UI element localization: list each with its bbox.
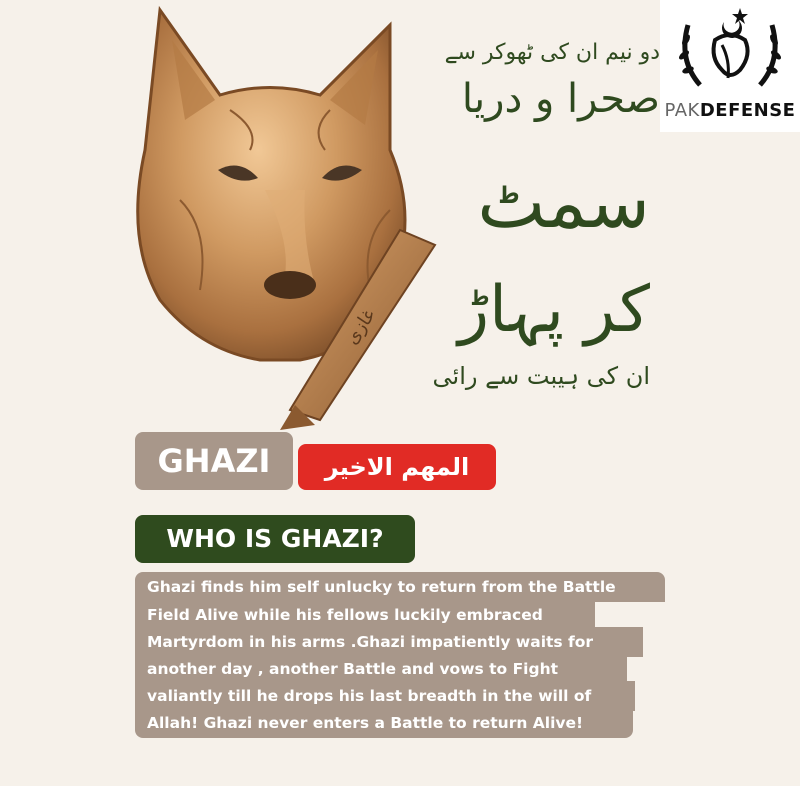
description-line: valiantly till he drops his last breadth in the will of (135, 681, 635, 711)
poetry-line-2: صحرا و دریا (461, 76, 660, 122)
description-line: another day , another Battle and vows to Fight (135, 654, 627, 684)
description-line: Field Alive while his fellows luckily embraced (135, 600, 595, 630)
poetry-line-5: ان کی ہیبت سے رائی (432, 362, 650, 390)
wreath-icon (660, 0, 800, 100)
description-line: Allah! Ghazi never enters a Battle to return Alive! (135, 708, 633, 738)
urdu-motto-tag: المهم الاخير (298, 444, 496, 490)
poetry-line-3: سمٹ (477, 160, 650, 244)
poetry-line-1: دو نیم ان کی ٹھوکر سے (444, 40, 660, 65)
logo-text-pak: PAK (664, 100, 700, 121)
description-line: Ghazi finds him self unlucky to return from the Battle (135, 572, 665, 602)
description-line: Martyrdom in his arms .Ghazi impatiently waits for (135, 627, 643, 657)
ribbon-text: غازی (341, 305, 380, 349)
who-is-ghazi-heading: WHO IS GHAZI? (135, 515, 415, 563)
pak-defense-logo (660, 0, 800, 132)
ghazi-tag: GHAZI (135, 432, 293, 490)
logo-text-defense: DEFENSE (699, 100, 796, 121)
wolf-emblem (90, 0, 460, 440)
logo-wordmark (664, 100, 796, 121)
poetry-line-4: کر پہاڑ (458, 273, 650, 347)
